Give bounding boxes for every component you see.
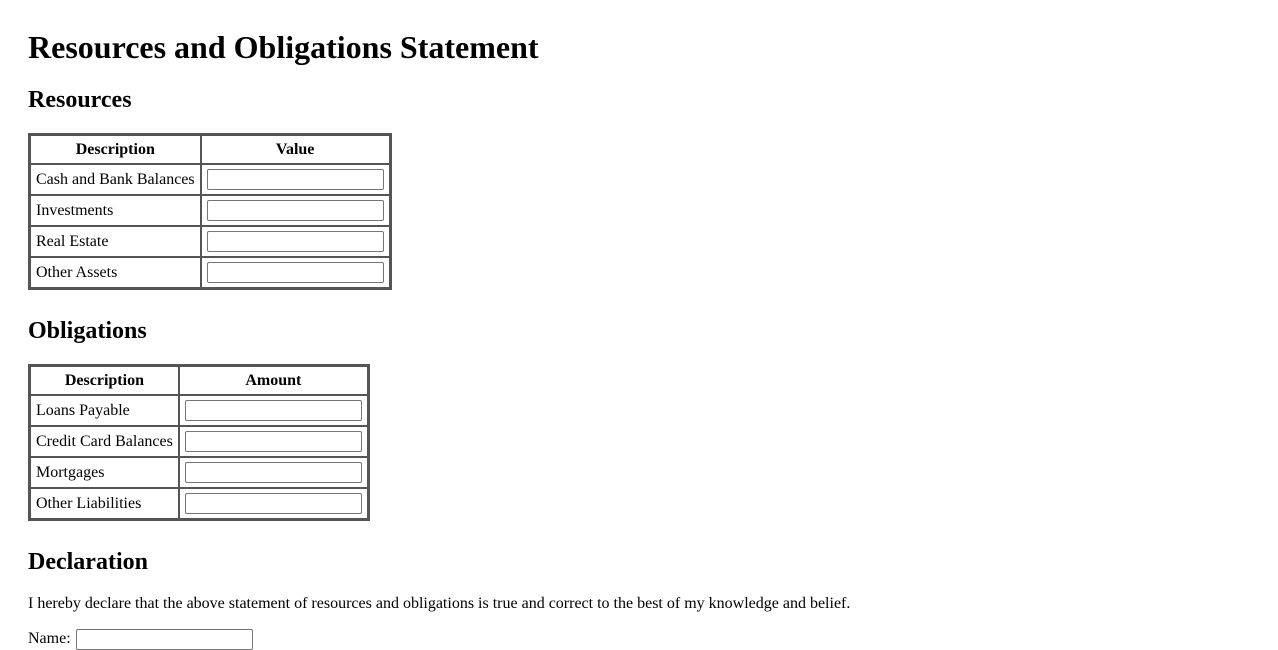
resource-label-cash: Cash and Bank Balances	[30, 164, 201, 195]
column-header-value: Value	[201, 135, 390, 164]
investments-input[interactable]	[207, 200, 384, 221]
table-row	[30, 426, 368, 457]
table-row	[30, 226, 390, 257]
resource-label-real-estate: Real Estate	[30, 226, 201, 257]
resource-value-cell	[201, 195, 390, 226]
resource-label-other-assets: Other Assets	[30, 257, 201, 288]
obligation-amount-cell	[179, 488, 368, 519]
table-header-row	[30, 366, 368, 395]
cash-and-bank-balances-input[interactable]	[207, 169, 384, 190]
resource-value-cell	[201, 226, 390, 257]
name-row	[28, 628, 253, 650]
other-liabilities-input[interactable]	[185, 493, 362, 514]
obligation-label-other-liabilities: Other Liabilities	[30, 488, 179, 519]
obligation-amount-cell	[179, 426, 368, 457]
table-row	[30, 257, 390, 288]
obligation-amount-cell	[179, 395, 368, 426]
name-input[interactable]	[76, 629, 253, 650]
credit-card-balances-input[interactable]	[185, 431, 362, 452]
obligation-label-credit-cards: Credit Card Balances	[30, 426, 179, 457]
resources-heading: Resources	[28, 87, 132, 113]
column-header-amount: Amount	[179, 366, 368, 395]
obligations-heading: Obligations	[28, 318, 147, 344]
resource-label-investments: Investments	[30, 195, 201, 226]
page-title: Resources and Obligations Statement	[28, 29, 539, 65]
table-row	[30, 457, 368, 488]
obligations-table	[28, 364, 370, 521]
table-row	[30, 164, 390, 195]
column-header-description: Description	[30, 366, 179, 395]
table-row	[30, 395, 368, 426]
mortgages-input[interactable]	[185, 462, 362, 483]
obligation-label-loans: Loans Payable	[30, 395, 179, 426]
resource-value-cell	[201, 257, 390, 288]
real-estate-input[interactable]	[207, 231, 384, 252]
obligation-amount-cell	[179, 457, 368, 488]
other-assets-input[interactable]	[207, 262, 384, 283]
declaration-heading: Declaration	[28, 549, 148, 575]
table-row	[30, 488, 368, 519]
resources-table	[28, 133, 392, 290]
declaration-text: I hereby declare that the above statement of resources and obligations is true and correct to the best of my knowledge and belief.	[28, 595, 851, 612]
loans-payable-input[interactable]	[185, 400, 362, 421]
column-header-description: Description	[30, 135, 201, 164]
obligation-label-mortgages: Mortgages	[30, 457, 179, 488]
table-row	[30, 195, 390, 226]
resource-value-cell	[201, 164, 390, 195]
table-header-row	[30, 135, 390, 164]
name-label: Name:	[28, 630, 71, 647]
